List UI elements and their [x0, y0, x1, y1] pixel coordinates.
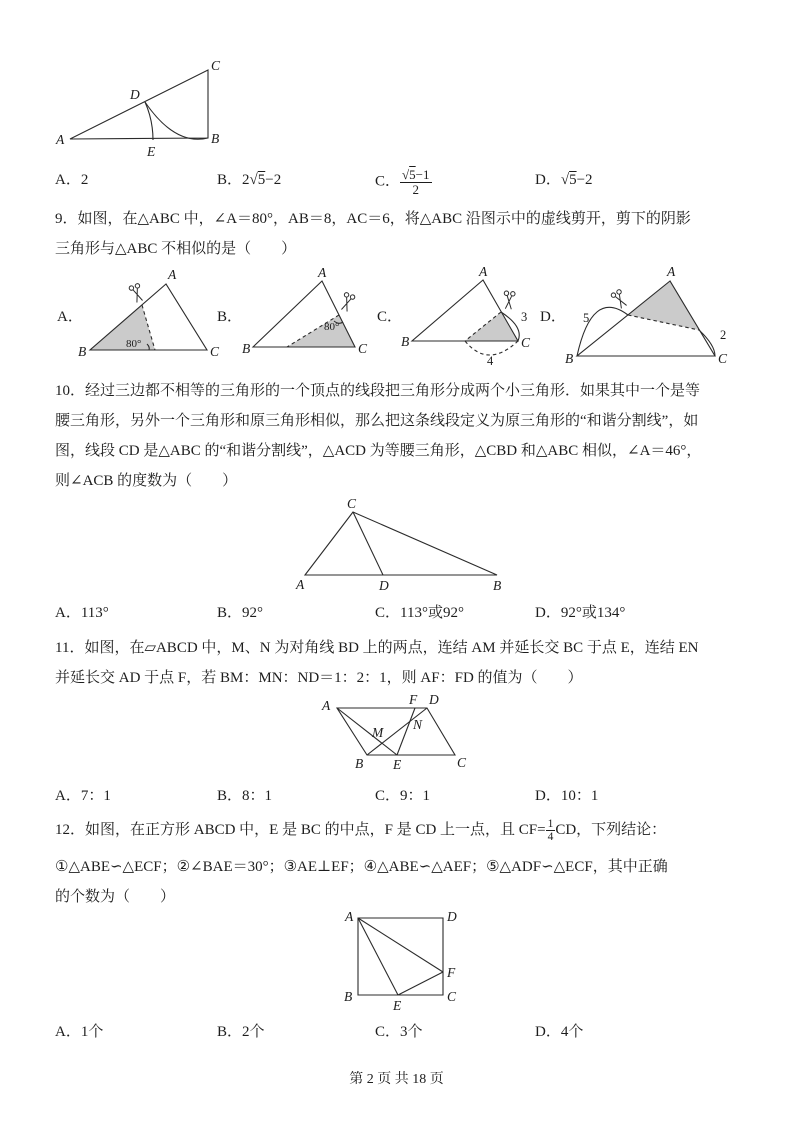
q9-figure-b-label: B．	[217, 309, 243, 325]
q12-text-line-2: ①△ABE∽△ECF；②∠BAE＝30°；③AE⊥EF；④△ABE∽△AEF；⑤△ADF∽△ECF，其中正确	[55, 859, 668, 875]
vertex-label-b: B	[78, 344, 87, 359]
q10-option-b: B．92°	[217, 605, 264, 621]
q11-parallelogram-outline	[337, 708, 455, 755]
q12-answer-row	[55, 1020, 750, 1052]
figure-q9-option-d	[532, 255, 744, 373]
vertex-label-c: C	[358, 341, 368, 356]
figure-q11-parallelogram	[305, 693, 485, 785]
vertex-label-m: M	[372, 725, 384, 740]
q9-text-line-1: 9．如图，在△ABC 中，∠A＝80°，AB＝8，AC＝6，将△ABC 沿图示中的虚线剪开，剪下的阴影	[55, 211, 691, 227]
q8-triangle-outline	[70, 70, 208, 140]
q11-text-line-2: 并延长交 AD 于点 F，若 BM：MN：ND＝1：2：1，则 AF：FD 的值为（ ）	[55, 670, 583, 686]
q8-option-d: D．√5−2	[535, 172, 593, 188]
vertex-label-a: A	[168, 267, 177, 282]
q8-option-a: A．2	[55, 172, 89, 188]
q11-option-a: A．7：1	[55, 788, 111, 804]
scissors-icon	[610, 289, 628, 310]
q12-text-line-1: 12．如图，在正方形 ABCD 中，E 是 BC 的中点，F 是 CD 上一点，且 CF= $\frac{1}{4}$ CD，下列结论：	[55, 818, 667, 844]
q10-text-line-2: 腰三角形，另外一个三角形和原三角形相似，那么把这条线段定义为原三角形的“和谐分割线”，如	[55, 413, 699, 429]
scissors-icon	[129, 283, 145, 303]
figure-q9-option-c	[372, 258, 532, 376]
figure-q10-triangle	[290, 492, 515, 597]
vertex-label-a: A	[296, 577, 305, 592]
q10-option-d: D．92°或134°	[535, 605, 626, 621]
vertex-label-a: A	[322, 698, 331, 713]
line-a-e	[337, 708, 397, 755]
q11-option-b: B．8：1	[217, 788, 273, 804]
vertex-label-a: A	[479, 264, 488, 279]
shaded-region	[287, 315, 355, 347]
vertex-label-n: N	[413, 717, 423, 732]
length-label-2: 2	[720, 328, 727, 342]
vertex-label-d: D	[429, 692, 439, 707]
figure-q9-option-b	[212, 262, 372, 372]
page-footer: 第 2 页 共 18 页	[349, 1072, 444, 1087]
vertex-label-b: B	[565, 351, 574, 366]
sqrt-sign: √	[402, 167, 410, 182]
q8-option-b: B．2√5−2	[217, 172, 282, 188]
vertex-label-a: A	[56, 132, 65, 147]
length-label-3: 3	[521, 310, 528, 324]
q12-option-d: D．4个	[535, 1024, 584, 1040]
shaded-region	[90, 305, 155, 350]
q10-option-a: A．113°	[55, 605, 109, 621]
q12-option-a: A．1个	[55, 1024, 104, 1040]
sqrt-sign: √	[249, 172, 258, 188]
shaded-region	[628, 281, 699, 330]
vertex-label-c: C	[347, 496, 357, 511]
length-arc-4	[465, 341, 518, 355]
vertex-label-b: B	[242, 341, 251, 356]
vertex-label-b: B	[493, 578, 502, 593]
q11-text-line-1: 11．如图，在▱ABCD 中，M、N 为对角线 BD 上的两点，连结 AM 并延长交 BC 于点 E，连结 EN	[55, 640, 699, 656]
vertex-label-b: B	[401, 334, 410, 349]
line-e-f	[398, 972, 443, 995]
angle-label: 80°	[324, 321, 340, 333]
length-label-4: 4	[487, 354, 494, 368]
q10-text-line-1: 10．经过三边都不相等的三角形的一个顶点的线段把三角形分成两个小三角形．如果其中一个是等	[55, 383, 701, 399]
vertex-label-d: D	[379, 578, 389, 593]
vertex-label-c: C	[718, 351, 728, 366]
q12-text-line-3: 的个数为（ ）	[55, 889, 176, 905]
vertex-label-e: E	[393, 757, 402, 772]
vertex-label-c: C	[211, 58, 221, 73]
q11-option-c: C．9：1	[375, 788, 431, 804]
fraction: $\frac{√5-1}{2}$	[402, 167, 430, 197]
vertex-label-c: C	[521, 335, 531, 350]
length-label-5: 5	[583, 311, 590, 325]
q8-answer-row	[55, 168, 750, 200]
vertex-label-c: C	[210, 344, 220, 359]
q10-triangle-outline	[305, 512, 497, 575]
q8-arc-d-b	[145, 102, 208, 139]
q10-option-c: C．113°或92°	[375, 605, 464, 621]
line-a-f	[358, 918, 443, 972]
vertex-label-c: C	[457, 755, 467, 770]
scissors-icon	[503, 291, 515, 310]
q10-answer-row	[55, 601, 750, 633]
q12-square-outline	[358, 918, 443, 995]
q9-figure-d-label: D．	[540, 309, 566, 325]
vertex-label-d: D	[447, 909, 457, 924]
q9-figure-c-label: C．	[377, 309, 403, 325]
q12-option-c: C．3个	[375, 1024, 423, 1040]
q12-option-b: B．2个	[217, 1024, 265, 1040]
vertex-label-d: D	[130, 87, 140, 102]
line-a-e	[358, 918, 398, 995]
figure-q12-square	[330, 905, 465, 1015]
q8-option-c: C． $\frac{√5-1}{2}$	[375, 167, 430, 197]
figure-q8-triangle	[45, 50, 235, 165]
vertex-label-b: B	[355, 756, 364, 771]
q10-text-line-4: 则∠ACB 的度数为（ ）	[55, 473, 238, 489]
q9-figure-a-label: A．	[57, 309, 83, 325]
figure-q9-option-a	[50, 262, 220, 372]
scissors-icon	[339, 292, 355, 312]
vertex-label-a: A	[345, 909, 354, 924]
segment-cd	[353, 512, 383, 575]
fraction-one-quarter: $\frac{1}{4}$	[547, 818, 554, 844]
vertex-label-a: A	[667, 264, 676, 279]
vertex-label-e: E	[393, 998, 402, 1013]
vertex-label-e: E	[147, 144, 156, 159]
vertex-label-f: F	[409, 692, 418, 707]
q11-option-d: D．10：1	[535, 788, 599, 804]
vertex-label-f: F	[447, 965, 456, 980]
angle-label: 80°	[126, 338, 142, 350]
sqrt-sign: √	[560, 172, 570, 188]
q9-text-line-2: 三角形与△ABC 不相似的是（ ）	[55, 241, 297, 257]
q10-text-line-3: 图，线段 CD 是△ABC 的“和谐分割线”，△ACD 为等腰三角形，△CBD 和△ABC 相似，∠A＝46°，	[55, 443, 702, 459]
vertex-label-b: B	[211, 131, 220, 146]
vertex-label-a: A	[318, 265, 327, 280]
vertex-label-c: C	[447, 989, 457, 1004]
vertex-label-b: B	[344, 989, 353, 1004]
